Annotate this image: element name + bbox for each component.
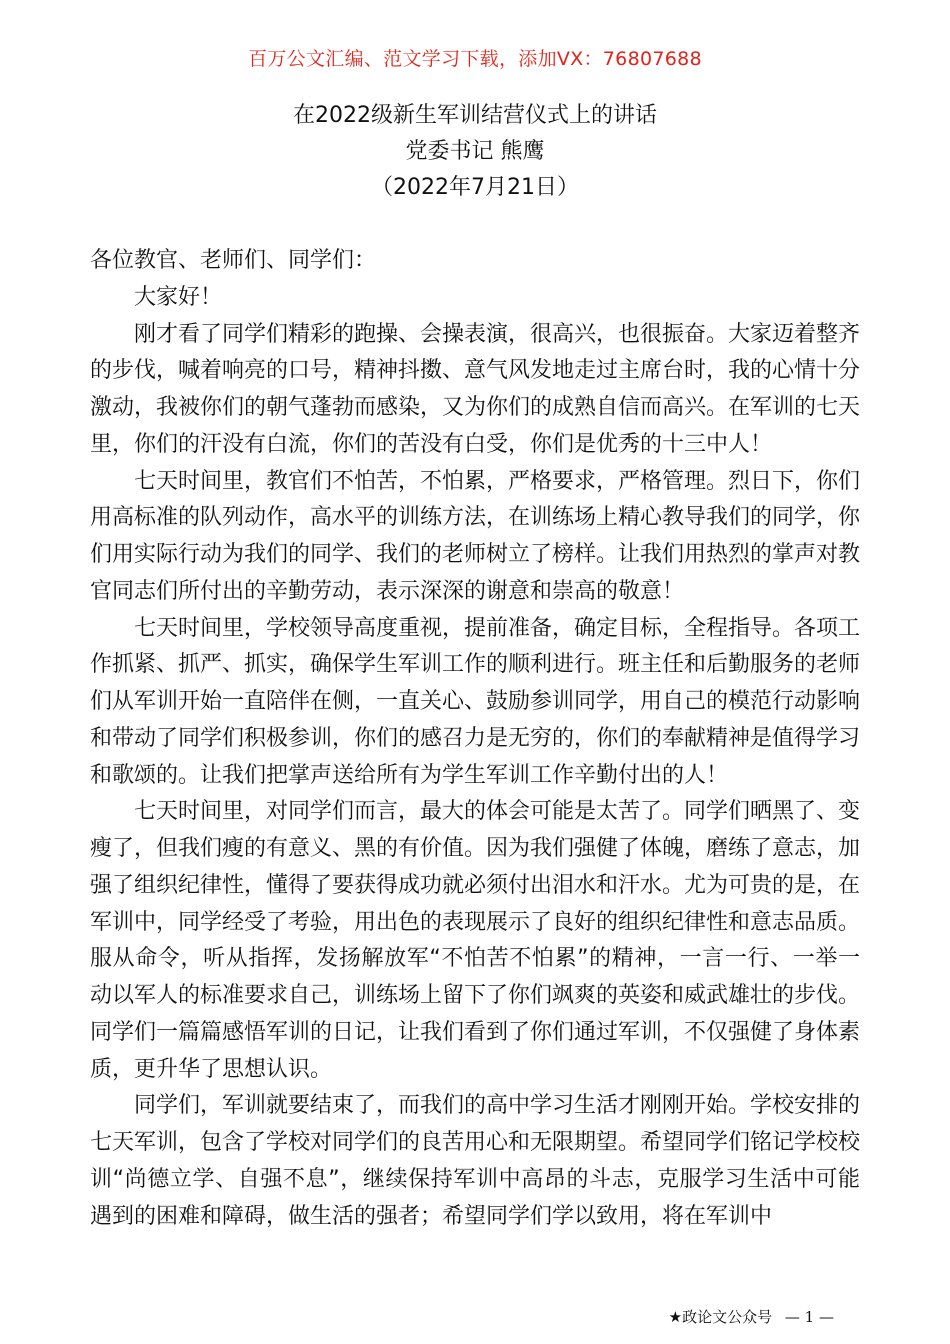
paragraph-3: 七天时间里，学校领导高度重视，提前准备，确定目标，全程指导。各项工作抓紧、抓严、抓实，确保学生军训工作的顺利进行。班主任和后勤服务的老师们从军训开始一直陪伴在侧，一直关心、鼓励参训同学，用自己的模范行动影响和带动了同学们积极参训，你们的感召力是无穷的，你们的奉献精神是值得学习和歌颂的。让我们把掌声送给所有为学生军训工作辛勤付出的人！ [90,615,861,788]
speech-body [90,243,860,1235]
document-title: 在2022级新生军训结营仪式上的讲话 [293,103,657,128]
footer-source: ★政论文公众号 [668,1308,773,1326]
watermark-banner: 百万公文汇编、范文学习下载，添加VX：76807688 [248,48,702,70]
paragraph-5: 同学们，军训就要结束了，而我们的高中学习生活才刚刚开始。学校安排的七天军训，包含了学校对同学们的良苦用心和无限期望。希望同学们铭记学校校训“尚德立学、自强不息”，继续保持军训中高昂的斗志，克服学习生活中可能遇到的困难和障碍，做生活的强者；希望同学们学以致用，将在军训中 [90,1093,861,1229]
salutation: 各位教官、老师们、同学们： [90,248,377,273]
speaker-line: 党委书记 熊鹰 [405,139,545,164]
page-footer [669,1306,834,1328]
paragraph-4: 七天时间里，对同学们而言，最大的体会可能是太苦了。同学们晒黑了、变瘦了，但我们瘦的有意义、黑的有价值。因为我们强健了体魄，磨练了意志，加强了组织纪律性，懂得了要获得成功就必须付出泪水和汗水。尤为可贵的是，在军训中，同学经受了考验，用出色的表现展示了良好的组织纪律性和意志品质。服从命令，听从指挥，发扬解放军“不怕苦不怕累”的精神，一言一行、一举一动以军人的标准要求自己，训练场上留下了你们飒爽的英姿和威武雄壮的步伐。同学们一篇篇感悟军训的日记，让我们看到了你们通过军训，不仅强健了身体素质，更升华了思想认识。 [90,799,861,1082]
speech-date: （2022年7月21日） [371,175,579,200]
paragraph-1: 刚才看了同学们精彩的跑操、会操表演，很高兴，也很振奋。大家迈着整齐的步伐，喊着响亮的口号，精神抖擞、意气风发地走过主席台时，我的心情十分激动，我被你们的朝气蓬勃而感染，又为你们的成熟自信而高兴。在军训的七天里，你们的汗没有白流，你们的苦没有白受，你们是优秀的十三中人！ [90,321,861,457]
greeting: 大家好！ [134,284,223,310]
document-title-block [0,98,950,206]
page-number: — 1 — [784,1308,834,1326]
paragraph-2: 七天时间里，教官们不怕苦，不怕累，严格要求，严格管理。烈日下，你们用高标准的队列动作，高水平的训练方法，在训练场上精心教导我们的同学，你们用实际行动为我们的同学、我们的老师树立了榜样。让我们用热烈的掌声对教官同志们所付出的辛勤劳动，表示深深的谢意和崇高的敬意！ [90,468,861,604]
